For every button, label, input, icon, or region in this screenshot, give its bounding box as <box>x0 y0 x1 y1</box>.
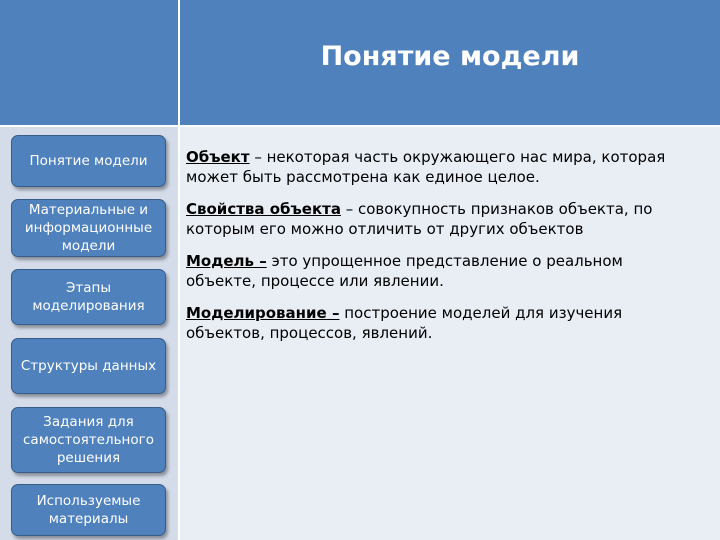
definition-text: – некоторая часть окружающего нас мира, которая может быть рассмотрена как единое целое. <box>186 148 666 186</box>
nav-button-data-structures[interactable]: Структуры данных <box>11 338 166 394</box>
definition-term: Модель – <box>186 252 267 270</box>
definition-text: построение моделей для изучения объектов, процессов, явлений. <box>186 304 623 342</box>
nav-button-concept[interactable]: Понятие модели <box>11 135 166 187</box>
definition-object-properties <box>186 199 696 239</box>
header <box>180 0 720 125</box>
definition-text: – совокупность признаков объекта, по которым его можно отличить от других объектов <box>186 200 653 238</box>
nav-button-materials[interactable]: Используемые материалы <box>11 484 166 536</box>
definition-modeling <box>186 303 696 343</box>
definition-term: Свойства объекта <box>186 200 341 218</box>
definition-object <box>186 147 696 187</box>
nav-button-material-info-models[interactable]: Материальные и информационные модели <box>11 199 166 257</box>
sidebar <box>0 127 178 540</box>
definitions-list <box>186 147 696 355</box>
nav-button-exercises[interactable]: Задания для самостоятельного решения <box>11 407 166 473</box>
definition-term: Объект <box>186 148 250 166</box>
definition-text: это упрощенное представление о реальном объекте, процессе или явлении. <box>186 252 623 290</box>
page-title: Понятие модели <box>320 41 580 72</box>
definition-model <box>186 251 696 291</box>
definition-term: Моделирование – <box>186 304 340 322</box>
content-area <box>180 127 720 540</box>
header-left-panel <box>0 0 178 125</box>
nav-button-modeling-stages[interactable]: Этапы моделирования <box>11 269 166 325</box>
